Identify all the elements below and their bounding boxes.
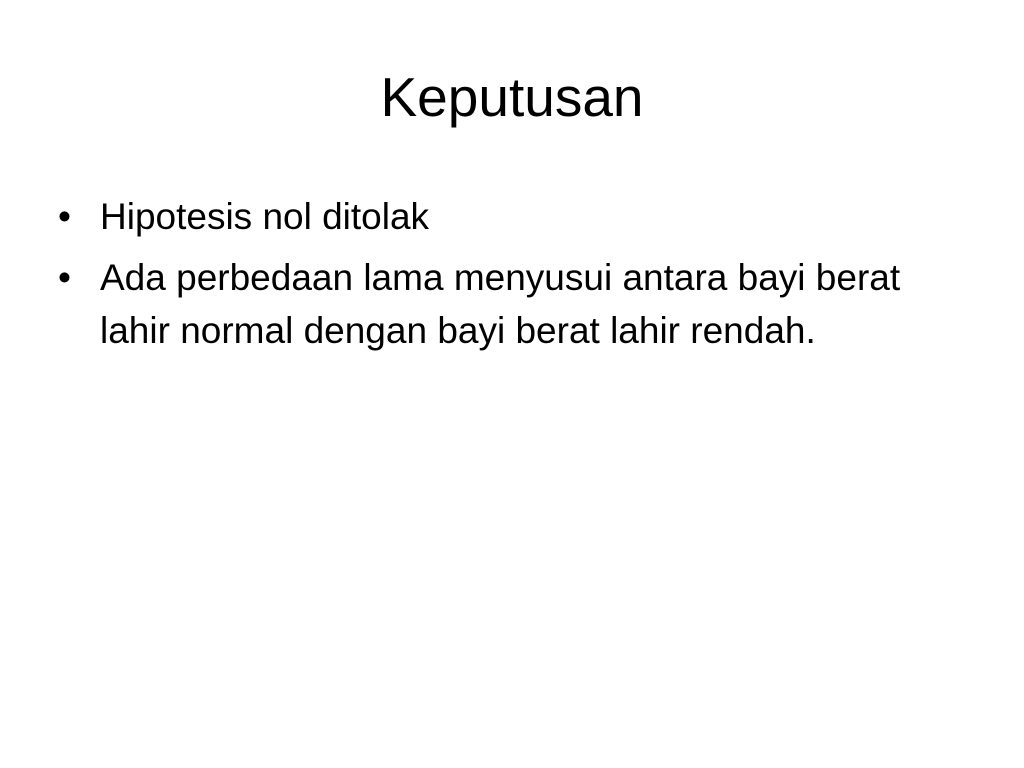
bullet-text: Hipotesis nol ditolak (100, 196, 430, 237)
bullet-list (58, 190, 958, 365)
bullet-text: Ada perbedaan lama menyusui antara bayi berat lahir normal dengan bayi berat lahir rendah. (100, 257, 901, 351)
bullet-icon: • (58, 196, 71, 237)
slide-title: Keputusan (380, 66, 644, 128)
bullet-icon: • (58, 257, 71, 298)
list-item (58, 251, 958, 357)
list-item (58, 190, 958, 243)
